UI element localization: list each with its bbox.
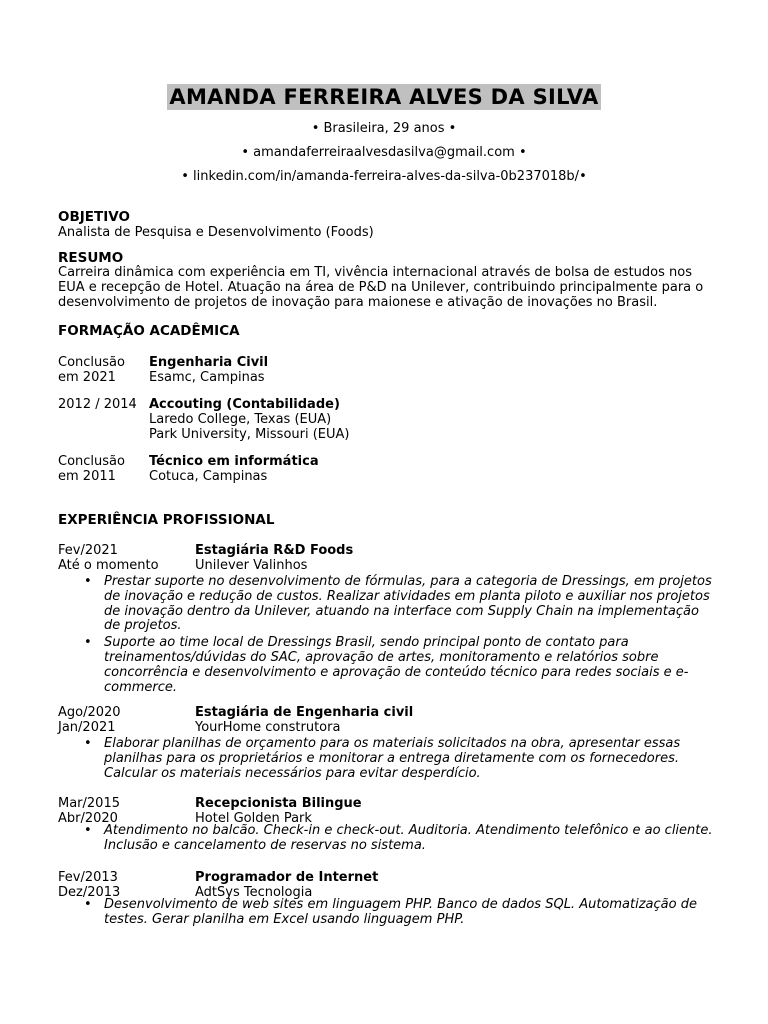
bullet-line: concorrência e desenvolvimento e aprovação de conteúdo técnico para redes sociais e e- (104, 664, 689, 680)
formacao-date-line: 2012 / 2014 (58, 397, 137, 412)
job-company: Unilever Valinhos (195, 558, 308, 573)
course-name: Técnico em informática (149, 454, 319, 469)
job-bullet (84, 897, 697, 928)
job-role: Estagiária de Engenharia civil (195, 705, 414, 720)
job-date (58, 705, 121, 735)
job-bullet (84, 574, 712, 634)
contact-nationality-age: • Brasileira, 29 anos • (311, 121, 457, 136)
bullet-line: commerce. (104, 679, 178, 695)
formacao-date-line: em 2011 (58, 469, 116, 484)
job-date (58, 543, 159, 573)
bullet-line: de projetos. (104, 618, 182, 634)
contact-linkedin: • linkedin.com/in/amanda-ferreira-alves-da-silva-0b237018b/• (181, 169, 587, 184)
job-date (58, 870, 120, 900)
course-name: Accouting (Contabilidade) (149, 397, 340, 412)
job-bullets (84, 574, 712, 695)
formacao-date-line: em 2021 (58, 370, 116, 385)
bullet-line: Suporte ao time local de Dressings Brasil, sendo principal ponto de contato para (104, 635, 629, 651)
job-bullet (84, 736, 681, 781)
experiencia-heading: EXPERIÊNCIA PROFISSIONAL (58, 512, 275, 528)
resumo-line: desenvolvimento de projetos de inovação para maionese e ativação de inovações no Brasil. (58, 295, 658, 310)
bullet-line: treinamentos/dúvidas do SAC, aprovação de artes, monitoramento e relatórios sobre (104, 649, 659, 665)
bullet-line: de inovação dentro da Unilever, atuando na interface com Supply Chain na implementação (104, 603, 699, 619)
formacao-entry (149, 355, 268, 385)
bullet-line: de inovação e redução de custos. Realizar atividades em planta piloto e auxiliar nos projetos (104, 588, 710, 604)
job-company: YourHome construtora (195, 720, 341, 735)
job-date (58, 796, 120, 826)
job-bullets (84, 736, 681, 781)
job-date-line: Dez/2013 (58, 885, 121, 900)
course-place: Laredo College, Texas (EUA) (149, 412, 332, 427)
formacao-entry (149, 397, 350, 442)
bullet-icon: • (84, 736, 92, 751)
job-date-line: Abr/2020 (58, 811, 118, 826)
formacao-date-line: Conclusão (58, 454, 125, 469)
resumo-text (58, 265, 703, 310)
name-heading-wrap (0, 84, 768, 110)
job-company: AdtSys Tecnologia (195, 885, 313, 900)
formacao-heading: FORMAÇÃO ACADÊMICA (58, 323, 240, 339)
bullet-line: Prestar suporte no desenvolvimento de fórmulas, para a categoria de Dressings, em projetos (104, 574, 712, 589)
bullet-line: planilhas para os proprietários e monitorar a entrega diretamente com os fornecedores. (104, 750, 679, 766)
job-date-line: Fev/2021 (58, 543, 118, 558)
formacao-entry (149, 454, 319, 484)
resumo-line: EUA e recepção de Hotel. Atuação na área de P&D na Unilever, contribuindo principalmente para o (58, 280, 704, 295)
bullet-icon: • (84, 635, 92, 651)
job-role: Programador de Internet (195, 870, 379, 885)
bullet-icon: • (84, 574, 92, 589)
candidate-name: AMANDA FERREIRA ALVES DA SILVA (169, 85, 599, 109)
course-place: Park University, Missouri (EUA) (149, 427, 350, 442)
job-title-block (195, 543, 353, 573)
formacao-date (58, 454, 125, 484)
job-date-line: Jan/2021 (58, 720, 116, 735)
bullet-line: Desenvolvimento de web sites em linguagem PHP. Banco de dados SQL. Automatização de (104, 897, 697, 912)
bullet-icon: • (84, 897, 92, 912)
bullet-line: Atendimento no balcão. Check-in e check-out. Auditoria. Atendimento telefônico e ao cliente. (104, 823, 713, 838)
job-bullet (84, 823, 713, 854)
course-place: Cotuca, Campinas (149, 469, 268, 484)
job-date-line: Mar/2015 (58, 796, 120, 811)
job-title-block (195, 796, 362, 826)
job-date-line: Fev/2013 (58, 870, 118, 885)
bullet-line: Calcular os materiais necessários para evitar desperdício. (104, 765, 481, 781)
job-date-line: Ago/2020 (58, 705, 121, 720)
formacao-date (58, 397, 137, 412)
job-bullets (84, 897, 697, 928)
job-title-block (195, 870, 378, 900)
contact-email: • amandaferreiraalvesdasilva@gmail.com • (241, 145, 527, 160)
resumo-line: Carreira dinâmica com experiência em TI, vivência internacional através de bolsa de estudos nos (58, 265, 692, 280)
formacao-date (58, 355, 125, 385)
bullet-line: Elaborar planilhas de orçamento para os materiais solicitados na obra, apresentar essas (104, 736, 681, 751)
job-role: Recepcionista Bilingue (195, 796, 362, 811)
bullet-line: Inclusão e cancelamento de reservas no sistema. (104, 837, 426, 853)
resumo-heading: RESUMO (58, 250, 124, 266)
job-title-block (195, 705, 413, 735)
job-bullets (84, 823, 713, 854)
formacao-date-line: Conclusão (58, 355, 125, 370)
job-role: Estagiária R&D Foods (195, 543, 354, 558)
bullet-line: testes. Gerar planilha em Excel usando linguagem PHP. (104, 911, 465, 927)
objetivo-heading: OBJETIVO (58, 209, 130, 225)
objetivo-text: Analista de Pesquisa e Desenvolvimento (Foods) (58, 225, 374, 240)
bullet-icon: • (84, 823, 92, 838)
course-name: Engenharia Civil (149, 355, 269, 370)
job-company: Hotel Golden Park (195, 811, 312, 826)
job-bullet (84, 635, 712, 695)
job-date-line: Até o momento (58, 558, 159, 573)
course-place: Esamc, Campinas (149, 370, 265, 385)
